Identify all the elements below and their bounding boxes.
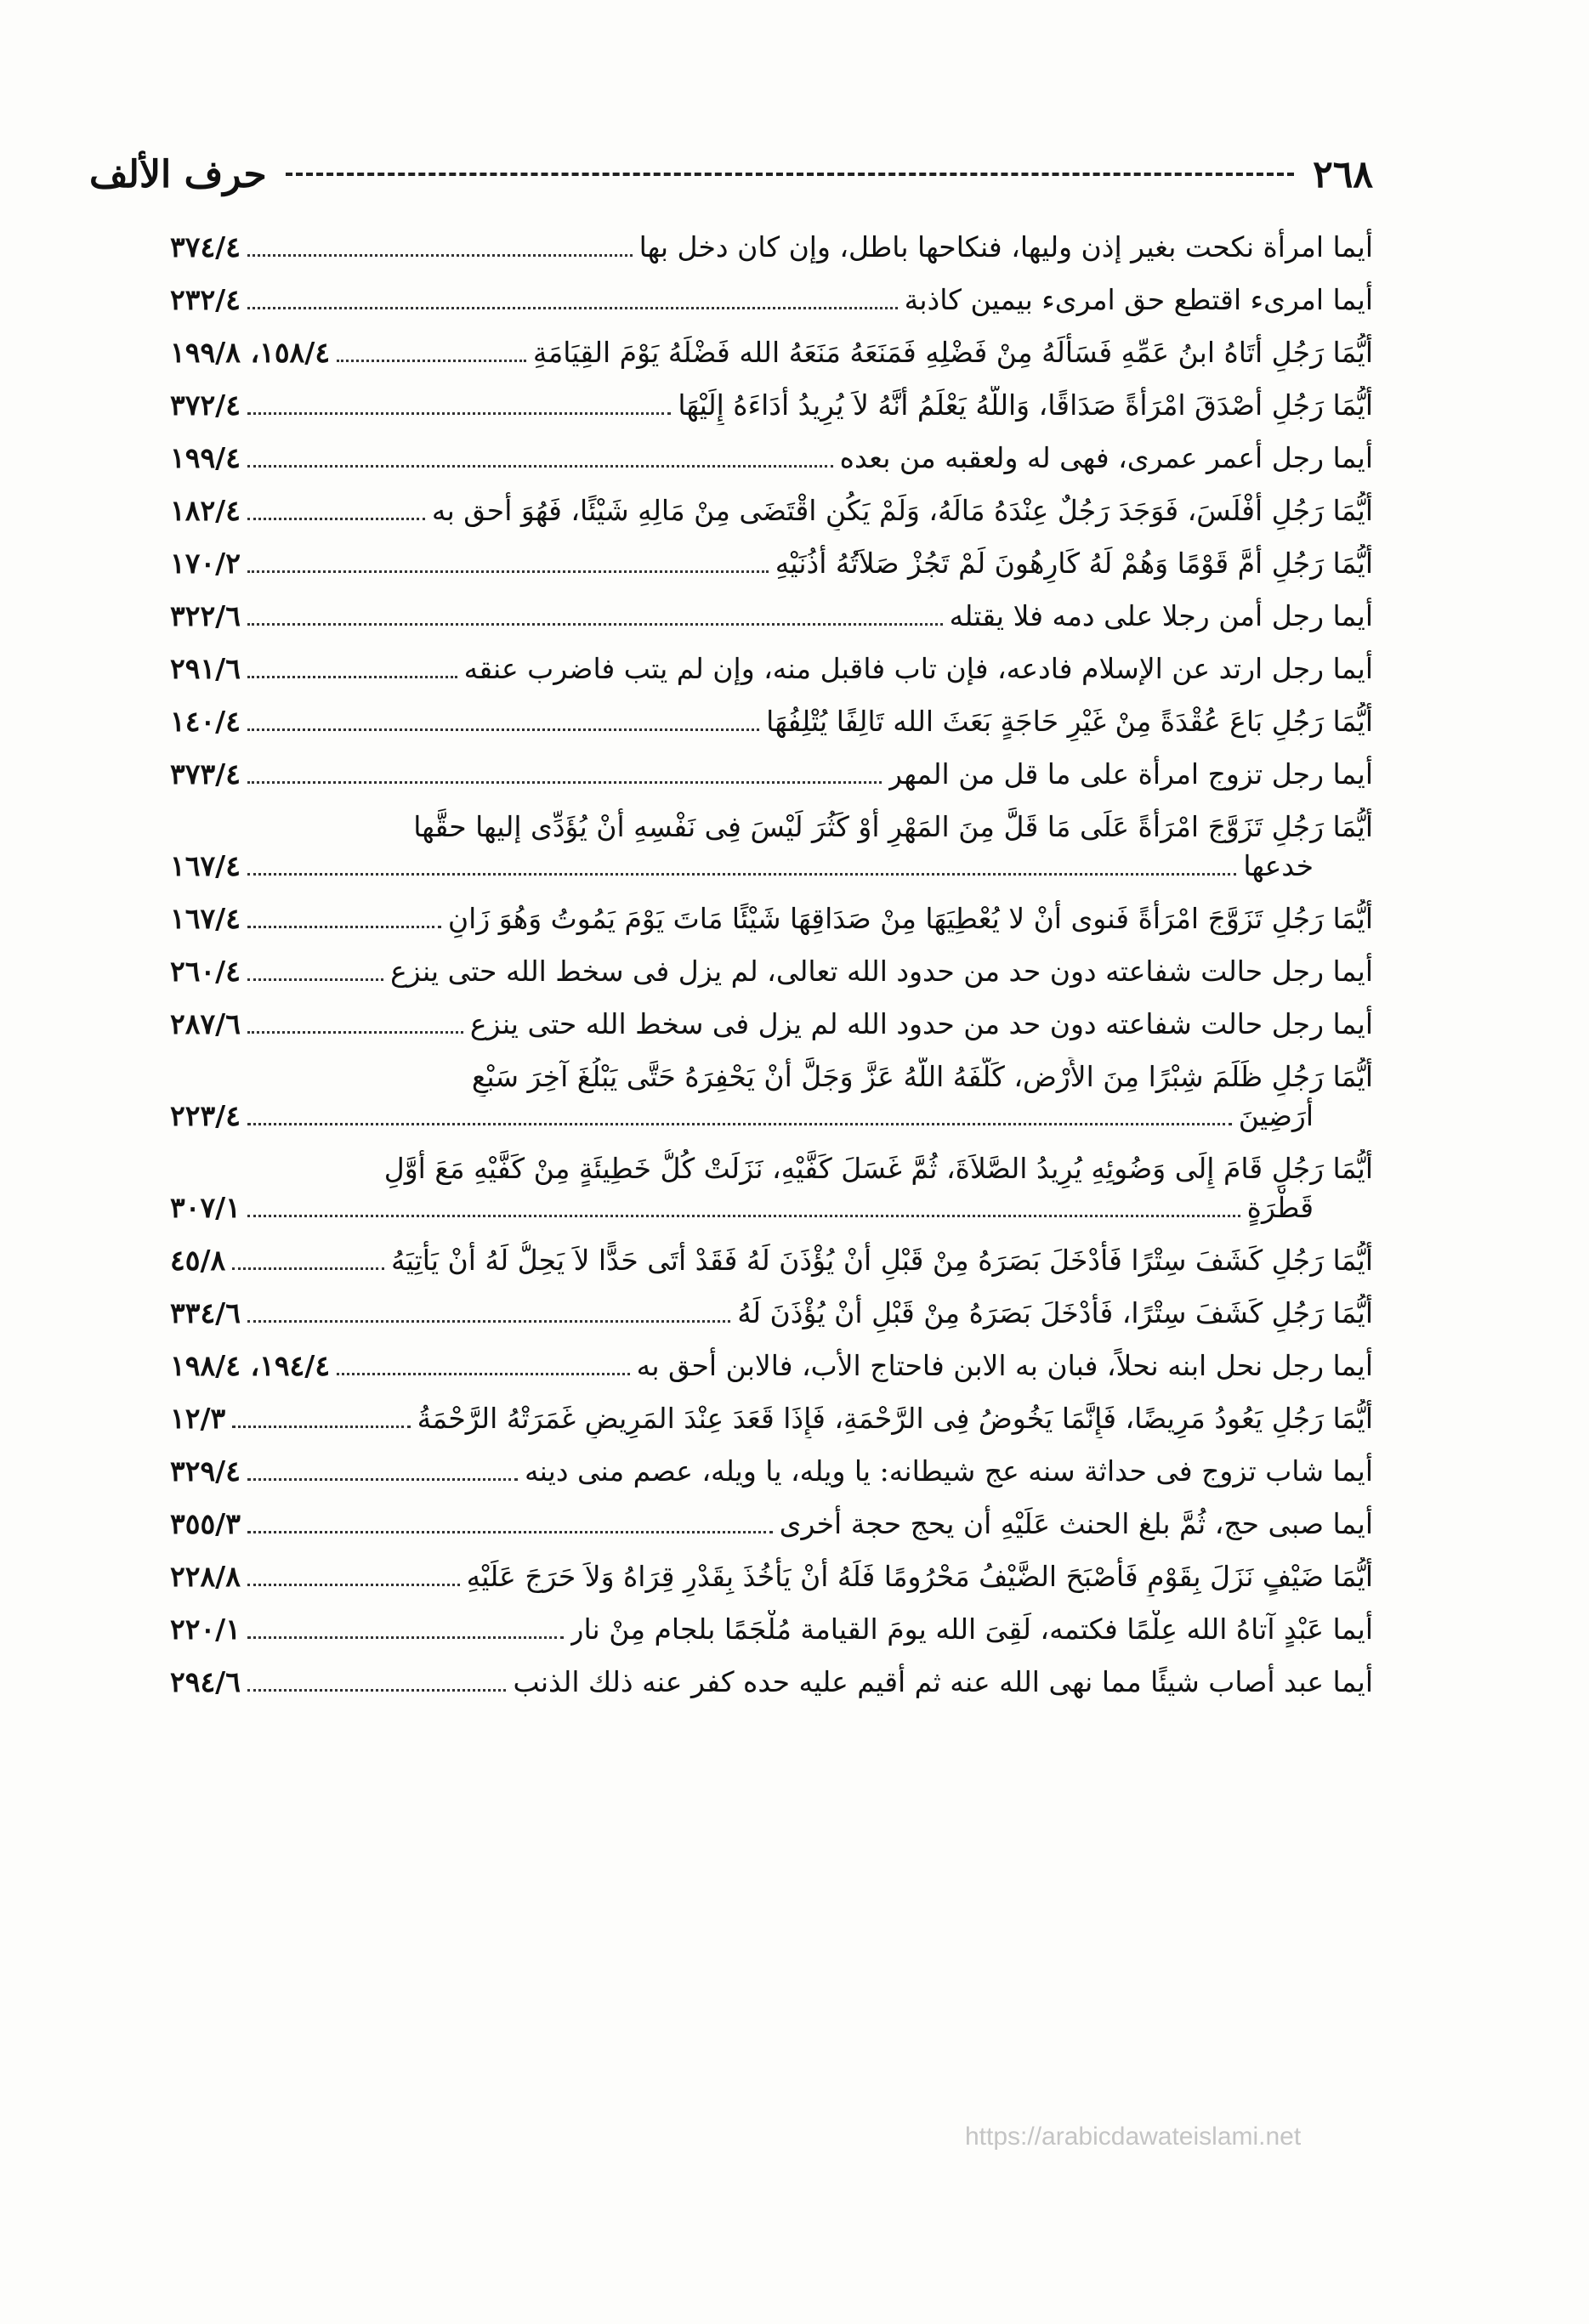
volume-page-reference: ١٦٧/٤ [170, 902, 241, 935]
entry-line [170, 544, 1373, 583]
entry-text: أَيُّمَا رَجُلٍ تَزَوَّجَ امْرَأَةً عَلَى مَا قَلَّ مِنَ المَهْرِ أَوْ كَثُرَ لَيْسَ فِى نَفْسِهِ أَنْ يُؤَدِّى إليها حقَّها [413, 810, 1373, 843]
entry-line [170, 649, 1373, 689]
page-header [89, 145, 1373, 204]
entry-line [170, 1505, 1373, 1544]
dot-leader [247, 1531, 773, 1533]
entry-text: أيما رجل تزوج امرأة على ما قل من المهر [888, 757, 1373, 791]
entry-line [170, 1346, 1373, 1386]
entry-line [170, 228, 1373, 267]
entry-text: أَيُّمَا رَجُلٍ أَصْدَقَ امْرَأَةً صَدَاقًا، وَاللَّهُ يَعْلَمُ أَنَّهُ لاَ يُرِيدُ أَدَاءَهُ إِلَيْهَا [678, 388, 1373, 422]
entry-line [170, 702, 1373, 741]
index-entry [170, 386, 1373, 425]
section-title: حرف الألف [89, 152, 267, 196]
entry-text: أَيُّمَا رَجُلٍ قَامَ إِلَى وَضُوئِهِ يُرِيدُ الصَّلاَةَ، ثُمَّ غَسَلَ كَفَّيْهِ، نَزَلَتْ كُلُّ خَطِيئَةٍ مِنْ كَفَّيْهِ مَعَ أَوَّلِ [383, 1152, 1373, 1185]
volume-page-reference: ٣٧٤/٤ [170, 230, 241, 264]
volume-page-reference: ٢٦٠/٤ [170, 955, 241, 988]
index-entry [170, 1005, 1373, 1044]
entry-line [170, 1557, 1373, 1596]
dot-leader [247, 1636, 564, 1639]
volume-page-reference: ١٤٠/٤ [170, 705, 241, 738]
entry-line [170, 1610, 1373, 1649]
dot-leader [247, 978, 383, 981]
volume-page-reference: ٢٣٢/٤ [170, 283, 241, 316]
dot-leader [247, 518, 425, 520]
index-entry [170, 702, 1373, 741]
dot-leader [232, 1267, 384, 1270]
dot-leader [247, 1689, 506, 1692]
hadith-index-list [170, 228, 1373, 1715]
volume-page-reference: ٣٢٩/٤ [170, 1454, 241, 1488]
watermark-url: https://arabicdawateislami.net [965, 2123, 1302, 2151]
entry-text: أَيُّمَا رَجُلٍ كَشَفَ سِتْرًا، فَأَدْخَلَ بَصَرَهُ مِنْ قَبْلِ أَنْ يُؤْذَنَ لَهُ [737, 1296, 1373, 1329]
volume-page-reference: ٢٨٧/٦ [170, 1007, 241, 1040]
entry-line [170, 333, 1373, 372]
volume-page-reference: ٢٢٣/٤ [170, 1099, 241, 1132]
index-entry [170, 333, 1373, 372]
entry-text: أَيُّمَا رَجُلٍ ظَلَمَ شِبْرًا مِنَ الأَرْضِ، كَلَّفَهُ اللَّهُ عَزَّ وَجَلَّ أَنْ يَحْفِرَهُ حَتَّى يَبْلُغَ آخِرَ سَبْعِ [471, 1060, 1373, 1093]
volume-page-reference: ١٥٨/٤، ١٩٩/٨ [170, 336, 331, 369]
index-entry [170, 228, 1373, 267]
entry-text: أيما رجل حالت شفاعته دون حد من حدود الله لم يزل فى سخط الله حتى ينزع [469, 1007, 1373, 1040]
dot-leader [247, 623, 943, 626]
dot-leader [247, 307, 898, 309]
index-entry [170, 1610, 1373, 1649]
dot-leader [337, 360, 526, 362]
index-entry [170, 1399, 1373, 1438]
dot-leader [247, 1215, 1240, 1217]
dot-leader [247, 570, 769, 573]
dot-leader [247, 728, 759, 731]
entry-text: أيما رجل ارتد عن الإسلام فادعه، فإن تاب فاقبل منه، وإن لم يتب فاضرب عنقه [463, 652, 1373, 685]
index-entry [170, 1241, 1373, 1280]
index-entry [170, 281, 1373, 320]
entry-text: أيما عَبْدٍ آتاهُ الله عِلْمًا فكتمه، لَقِىَ الله يومَ القيامة مُلْجَمًا بلجام مِنْ نار [570, 1613, 1373, 1646]
volume-page-reference: ١٢/٣ [170, 1402, 226, 1435]
entry-line [170, 952, 1373, 991]
entry-text: أَيُّمَا رَجُلٍ أَفْلَسَ، فَوَجَدَ رَجُلٌ عِنْدَهُ مَالَهُ، وَلَمْ يَكُنِ اقْتَضَى مِنْ مَالِهِ شَيْئًا، فَهُوَ أحق به [431, 494, 1373, 527]
page-number: ٢٦٨ [1313, 152, 1373, 196]
dot-leader [247, 873, 1236, 876]
entry-line [170, 597, 1373, 636]
index-entry [170, 755, 1373, 794]
entry-text: أيما رجل أعمر عمرى، فهى له ولعقبه من بعده [839, 441, 1373, 474]
entry-line [170, 899, 1373, 938]
index-entry [170, 544, 1373, 583]
volume-page-reference: ٢٩١/٦ [170, 652, 241, 685]
entry-line [170, 386, 1373, 425]
entry-text: أيما رجل حالت شفاعته دون حد من حدود الله تعالى، لم يزل فى سخط الله حتى ينزع [390, 955, 1373, 988]
index-entry [170, 1346, 1373, 1386]
entry-line [170, 755, 1373, 794]
index-entry [170, 597, 1373, 636]
volume-page-reference: ٢٩٤/٦ [170, 1665, 241, 1698]
dot-leader [337, 1373, 630, 1375]
index-entry [170, 1294, 1373, 1333]
dot-leader [247, 1478, 518, 1481]
entry-text: أيما امرأة نكحت بغير إذن وليها، فنكاحها باطل، وإن كان دخل بها [638, 230, 1373, 264]
volume-page-reference: ١٩٤/٤، ١٩٨/٤ [170, 1349, 331, 1382]
volume-page-reference: ٣٢٢/٦ [170, 599, 241, 632]
entry-text: أَيُّمَا رَجُلٍ يَعُودُ مَرِيضًا، فَإِنَّمَا يَخُوضُ فِى الرَّحْمَةِ، فَإِذَا قَعَدَ عِنْدَ المَرِيضِ غَمَرَتْهُ الرَّحْمَةُ [417, 1402, 1373, 1435]
index-entry [170, 1452, 1373, 1491]
volume-page-reference: ٢٢٨/٨ [170, 1560, 241, 1593]
dot-leader [247, 254, 633, 257]
entry-line [170, 1294, 1373, 1333]
dot-leader [247, 1123, 1232, 1125]
entry-text: أَيُّمَا ضَيْفٍ نَزَلَ بِقَوْمٍ فَأَصْبَحَ الضَّيْفُ مَحْرُومًا فَلَهُ أَنْ يَأْخُذَ بِقَدْرِ قِرَاهُ وَلاَ حَرَجَ عَلَيْهِ [466, 1560, 1373, 1593]
entry-text: أَيُّمَا رَجُلٍ تَزَوَّجَ امْرَأَةً فَنوى أَنْ لا يُعْطِيَهَا مِنْ صَدَاقِهَا شَيْئًا مَاتَ يَوْمَ يَمُوتُ وَهُوَ زَانٍ [447, 902, 1373, 935]
entry-text: أَيُّمَا رَجُلٍ أَمَّ قَوْمًا وَهُمْ لَهُ كَارِهُونَ لَمْ تَجُزْ صَلاَتُهُ أُذُنَيْهِ [775, 547, 1373, 580]
entry-line [170, 281, 1373, 320]
index-entry [170, 952, 1373, 991]
entry-continuation-line [170, 847, 1373, 886]
dot-leader [247, 926, 441, 928]
entry-line [170, 1663, 1373, 1702]
index-entry [170, 491, 1373, 530]
index-entry [170, 1057, 1373, 1136]
entry-line [170, 491, 1373, 530]
dot-leader [232, 1426, 410, 1428]
index-entry [170, 649, 1373, 689]
volume-page-reference: ١٦٧/٤ [170, 849, 241, 882]
index-entry [170, 1663, 1373, 1702]
volume-page-reference: ٣٠٧/١ [170, 1191, 241, 1224]
entry-continuation-line [170, 1097, 1373, 1136]
index-entry [170, 1505, 1373, 1544]
entry-text: أيما صبى حج، ثُمَّ بلغ الحنث عَلَيْهِ أن يحج حجة أخرى [779, 1507, 1373, 1540]
dot-leader [247, 412, 671, 415]
volume-page-reference: ٣٥٥/٣ [170, 1507, 241, 1540]
entry-line [170, 1399, 1373, 1438]
volume-page-reference: ٣٣٤/٦ [170, 1296, 241, 1329]
entry-text: أيما شاب تزوج فى حداثة سنه عج شيطانه: يا ويله، يا ويله، عصم منى دينه [524, 1454, 1373, 1488]
entry-continuation-text: أَرَضِينَ [1238, 1099, 1314, 1132]
volume-page-reference: ٢٢٠/١ [170, 1613, 241, 1646]
entry-text: أيما رجل نحل ابنه نحلاً، فبان به الابن فاحتاج الأب، فالابن أحق به [636, 1349, 1373, 1382]
entry-text: أيما عبد أصاب شيئًا مما نهى الله عنه ثم أقيم عليه حده كفر عنه ذلك الذنب [513, 1665, 1373, 1698]
volume-page-reference: ١٩٩/٤ [170, 441, 241, 474]
volume-page-reference: ١٧٠/٢ [170, 547, 241, 580]
entry-line [170, 1452, 1373, 1491]
volume-page-reference: ٣٧٢/٤ [170, 388, 241, 422]
dot-leader [247, 676, 457, 678]
volume-page-reference: ١٨٢/٤ [170, 494, 241, 527]
dot-leader [247, 1031, 463, 1034]
entry-line [170, 1241, 1373, 1280]
index-entry [170, 808, 1373, 886]
entry-text: أيما امرىء اقتطع حق امرىء بيمين كاذبة [904, 283, 1373, 316]
entry-text: أَيُّمَا رَجُلٍ أَتَاهُ ابنُ عَمِّهِ فَسَأَلَهُ مِنْ فَضْلِهِ فَمَنَعَهُ مَنَعَهُ الله فَضْلَهُ يَوْمَ القِيَامَةِ [532, 336, 1373, 369]
entry-continuation-line [170, 1188, 1373, 1227]
dot-leader [247, 1320, 730, 1323]
header-rule [286, 173, 1294, 176]
index-entry [170, 899, 1373, 938]
entry-continuation-text: قَطْرَةٍ [1246, 1191, 1314, 1224]
index-entry [170, 439, 1373, 478]
dot-leader [247, 781, 882, 784]
dot-leader [247, 465, 833, 468]
entry-text: أَيُّمَا رَجُلٍ كَشَفَ سِتْرًا فَأَدْخَلَ بَصَرَهُ مِنْ قَبْلِ أَنْ يُؤْذَنَ لَهُ فَقَدْ أَتَى حَدًّا لاَ يَحِلُّ لَهُ أَنْ يَأْتِيَهُ [390, 1244, 1373, 1277]
entry-continuation-text: خدعها [1243, 849, 1314, 882]
index-entry [170, 1149, 1373, 1227]
entry-text: أيما رجل أمن رجلا على دمه فلا يقتله [949, 599, 1373, 632]
volume-page-reference: ٤٥/٨ [170, 1244, 226, 1277]
entry-line [170, 1005, 1373, 1044]
index-entry [170, 1557, 1373, 1596]
entry-line [170, 439, 1373, 478]
entry-text: أَيُّمَا رَجُلٍ بَاعَ عُقْدَةً مِنْ غَيْرِ حَاجَةٍ بَعَثَ الله تَالِفًا يُتْلِفُهَا [766, 705, 1373, 738]
dot-leader [247, 1584, 460, 1586]
volume-page-reference: ٣٧٣/٤ [170, 757, 241, 791]
